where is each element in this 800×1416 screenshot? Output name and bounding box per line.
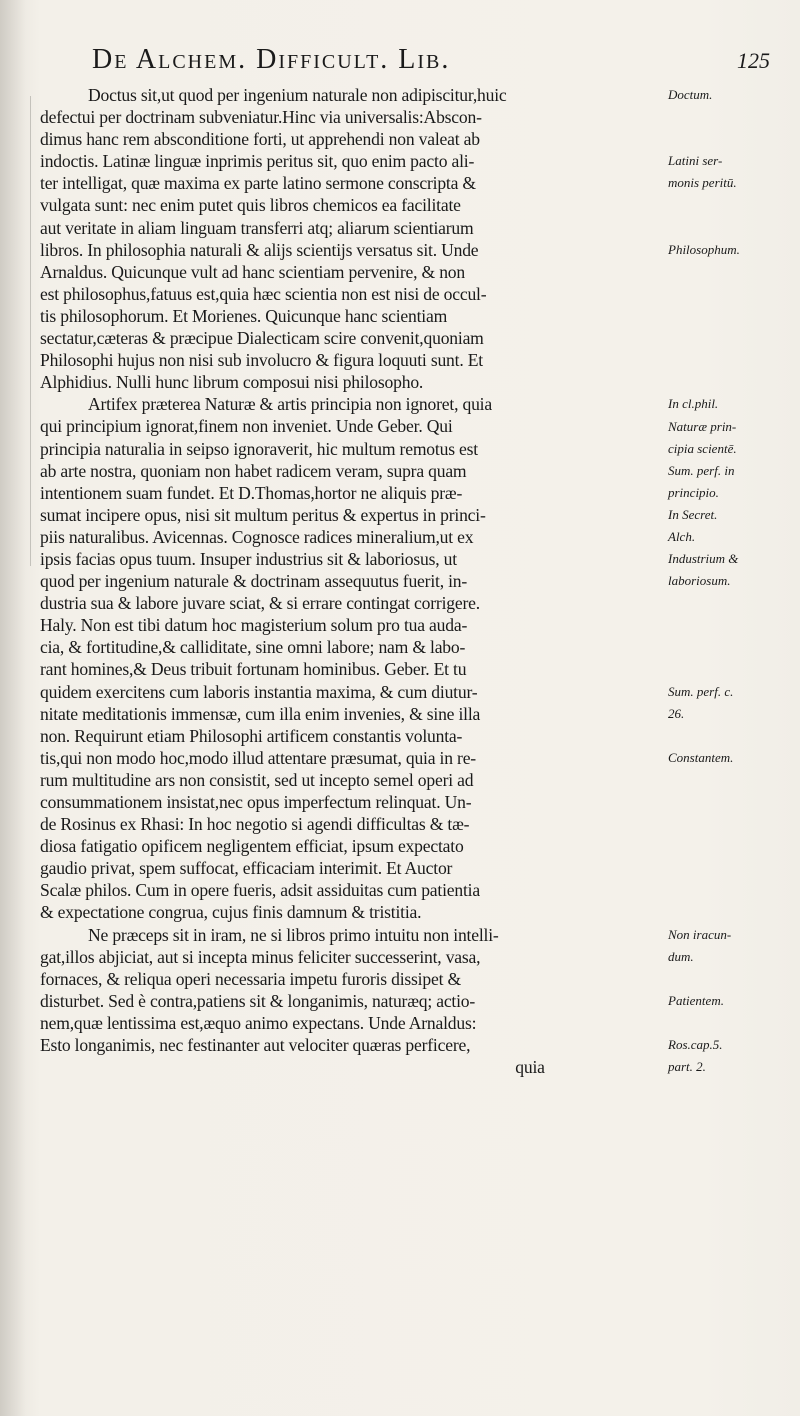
margin-note: Alch.: [668, 529, 696, 544]
text-line: Arnaldus. Quicunque vult ad hanc scientiam pervenire, & non: [40, 261, 465, 282]
text-line: nem,quæ lentissima est,æquo animo expectans. Unde Arnaldus:: [40, 1012, 477, 1033]
margin-note: Latini ser-: [668, 153, 723, 169]
text-line: tis,qui non modo hoc,modo illud attentare præsumat, quia in re-: [40, 747, 476, 768]
text-line: Philosophi hujus non nisi sub involucro & figura loquuti sunt. Et: [40, 350, 483, 371]
text-line: vulgata sunt: nec enim putet quis libros chemicos ea facilitate: [40, 195, 461, 216]
margin-note: dum.: [668, 948, 694, 964]
margin-note: cipia scientē.: [668, 440, 737, 456]
margin-note: Constantem.: [668, 750, 734, 765]
text-line: consummationem insistat,nec opus imperfectum relinquat. Un-: [40, 792, 472, 812]
text-line: tis philosophorum. Et Morienes. Quicunque hanc scientiam: [40, 305, 448, 326]
margin-note: 26.: [668, 705, 685, 721]
text-line: intentionem suam fundet. Et D.Thomas,hortor ne aliquis præ-: [40, 482, 463, 503]
text-line: ter intelligat, quæ maxima ex parte latino sermone conscripta &: [40, 173, 476, 194]
text-line: de Rosinus ex Rhasi: In hoc negotio si agendi difficultas & tæ-: [40, 814, 470, 835]
text-line: sumat incipere opus, nisi sit multum peritus & expertus in princi-: [40, 504, 486, 525]
margin-note: Naturæ prin-: [668, 418, 737, 434]
text-line: Ne præceps sit in iram, ne si libros primo intuitu non intelli-: [88, 924, 499, 945]
text-line: libros. In philosophia naturali & alijs scientijs versatus sit. Unde: [40, 239, 479, 260]
text-line: quia: [515, 1057, 545, 1078]
text-line: Artifex præterea Naturæ & artis principia non ignoret, quia: [88, 394, 492, 415]
text-line: nitate meditationis immensæ, cum illa enim invenies, & sine illa: [40, 703, 481, 724]
margin-note: Philosophum.: [668, 241, 740, 257]
margin-note: Non iracun-: [668, 926, 732, 942]
text-line: & expectatione congrua, cujus finis damnum & tristitia.: [40, 902, 422, 923]
text-line: piis naturalibus. Avicennas. Cognosce radices mineralium,ut ex: [40, 526, 474, 547]
text-line: indoctis. Latinæ linguæ inprimis peritus sit, quo enim pacto ali-: [40, 151, 475, 172]
text-line: Scalæ philos. Cum in opere fueris, adsit assiduitas cum patientia: [40, 880, 480, 901]
binding-rule: [30, 96, 31, 566]
text-line: Esto longanimis, nec festinanter aut velociter quæras perficere,: [40, 1035, 471, 1056]
text-line: ab arte nostra, quoniam non habet radicem veram, supra quam: [40, 460, 467, 481]
text-line: ipsis facias opus tuum. Insuper industrius sit & laboriosus, ut: [40, 548, 457, 569]
margin-note: Industrium &: [668, 551, 739, 567]
text-line: qui principium ignorat,finem non inveniet. Unde Geber. Qui: [40, 416, 453, 437]
text-line: quod per ingenium naturale & doctrinam assequutus fuerit, in-: [40, 571, 468, 592]
spine-shadow: [0, 0, 26, 1416]
text-line: rum multitudine ars non consistit, sed ut incepto semel operi ad: [40, 769, 474, 790]
text-line: dustria sua & labore juvare sciat, & si errare contingat corrigere.: [40, 593, 480, 614]
text-line: defectui per doctrinam subveniatur.Hinc via universalis:Abscon-: [40, 107, 482, 128]
text-line: fornaces, & reliqua operi necessaria impetu furoris dissipet &: [40, 968, 461, 989]
text-line: non. Requirunt etiam Philosophi artificem constantis volunta-: [40, 725, 463, 746]
text-line: Doctus sit,ut quod per ingenium naturale non adipiscitur,huic: [88, 85, 507, 105]
body-text: [40, 84, 660, 1078]
margin-note: In Secret.: [668, 506, 718, 522]
text-line: est philosophus,fatuus est,quia hæc scientia non est nisi de occul-: [40, 283, 487, 304]
text-line: gat,illos abjiciat, aut si incepta minus feliciter successerint, vasa,: [40, 946, 481, 967]
running-title: De Alchem. Difficult. Lib.: [92, 44, 451, 75]
margin-note: Patientem.: [668, 993, 724, 1009]
text-line: Haly. Non est tibi datum hoc magisterium solum pro tua auda-: [40, 615, 468, 636]
margin-note: Doctum.: [668, 87, 713, 102]
margin-note: Sum. perf. c.: [668, 683, 734, 699]
margin-note: In cl.phil.: [668, 396, 719, 412]
running-header: [92, 44, 782, 86]
margin-note: Ros.cap.5.: [668, 1037, 723, 1053]
text-line: quidem exercitens cum laboris instantia maxima, & cum diutur-: [40, 681, 478, 702]
margin-note: monis peritū.: [668, 175, 737, 191]
text-line: Alphidius. Nulli hunc librum composui nisi philosopho.: [40, 372, 424, 393]
margin-note: principio.: [668, 484, 719, 500]
margin-note: Sum. perf. in: [668, 462, 735, 478]
text-line: gaudio privat, spem suffocat, efficaciam interimit. Et Auctor: [40, 858, 453, 879]
text-line: disturbet. Sed è contra,patiens sit & longanimis, naturæq; actio-: [40, 990, 476, 1011]
margin-note: laboriosum.: [668, 573, 731, 589]
text-line: aut veritate in aliam linguam transferri atq; aliarum scientiarum: [40, 217, 474, 238]
text-line: diosa fatigatio opificem negligentem efficiat, ipsum expectato: [40, 836, 464, 857]
text-line: sectatur,cæteras & præcipue Dialecticam scire convenit,quoniam: [40, 328, 484, 349]
margin-note: part. 2.: [668, 1059, 706, 1075]
text-line: rant homines,& Deus tribuit fortunam hominibus. Geber. Et tu: [40, 659, 467, 680]
text-line: principia naturalia in seipso ignoraverit, hic multum remotus est: [40, 438, 478, 459]
page-number: 125: [737, 48, 770, 73]
text-line: cia, & fortitudine,& calliditate, sine omni labore; nam & labo-: [40, 637, 466, 658]
text-line: dimus hanc rem absconditione forti, ut apprehendi non valeat ab: [40, 129, 480, 150]
